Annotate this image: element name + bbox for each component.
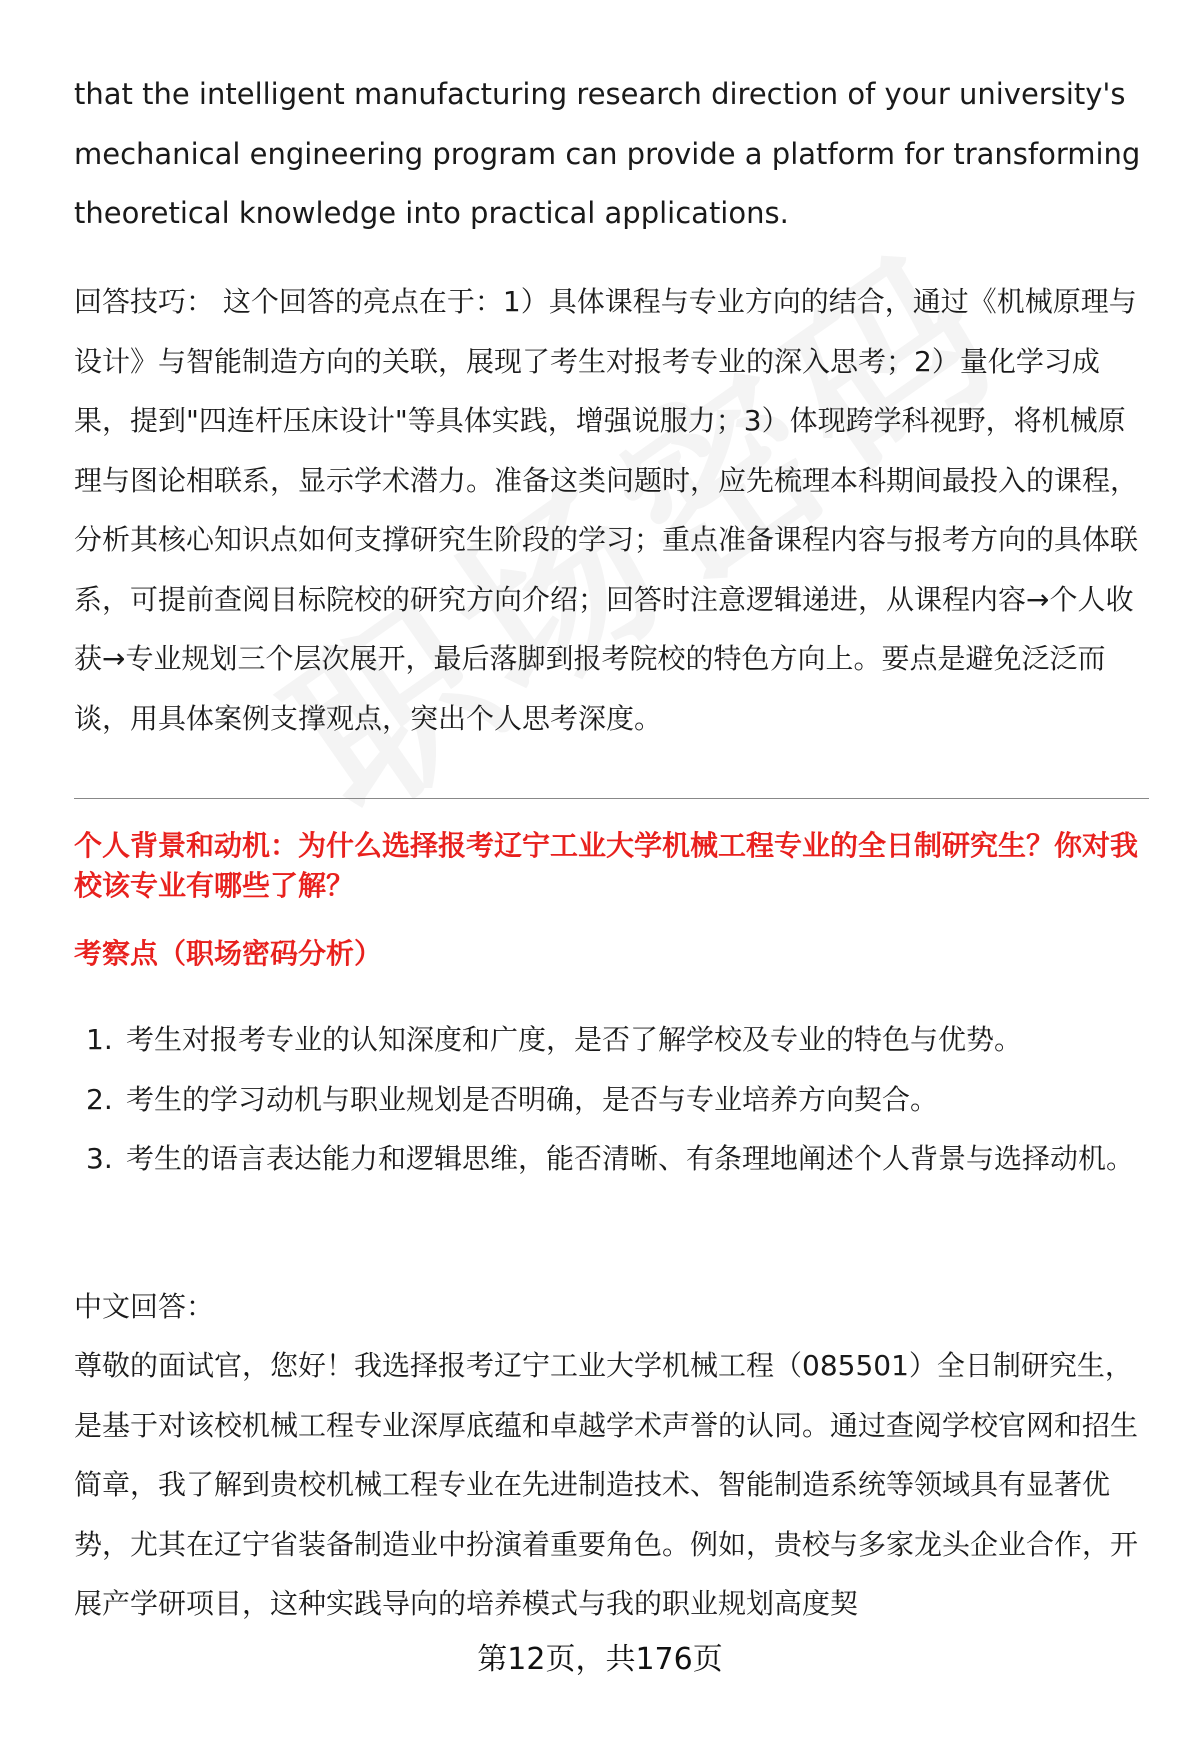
chinese-answer-text: 尊敬的面试官，您好！我选择报考辽宁工业大学机械工程（085501）全日制研究生，是基于对该校机械工程专业深厚底蕴和卓越学术声誉的认同。通过查阅学校官网和招生简章，我了解到贵校机械工程专业在先进制造技术、智能制造系统等领域具有显著优势，尤其在辽宁省装备制造业中扮演着重要角色。例如，贵校与多家龙头企业合作，开展产学研项目，这种实践导向的培养模式与我的职业规划高度契 — [74, 1349, 1139, 1620]
list-item — [74, 1010, 1149, 1070]
question-heading: 个人背景和动机：为什么选择报考辽宁工业大学机械工程专业的全日制研究生？你对我校该专业有哪些了解？ — [74, 829, 1139, 902]
section-divider — [74, 798, 1149, 799]
chinese-answer-label: 中文回答： — [74, 1290, 215, 1323]
list-item-number: 2. — [86, 1082, 113, 1116]
list-item-text: 考生对报考专业的认知深度和广度，是否了解学校及专业的特色与优势。 — [126, 1023, 1023, 1056]
focus-points-heading: 考察点（职场密码分析） — [74, 937, 383, 970]
list-item-number: 3. — [86, 1142, 113, 1175]
list-item-number: 1. — [86, 1023, 113, 1056]
focus-points-list — [74, 1010, 1149, 1189]
answer-tips: 回答技巧： 这个回答的亮点在于：1）具体课程与专业方向的结合，通过《机械原理与设计》与智能制造方向的关联，展现了考生对报考专业的深入思考；2）量化学习成果，提到"四连杆压床设计"等具体实践，增强说服力；3）体现跨学科视野，将机械原理与图论相联系，显示学术潜力。准备这类问题时，应先梳理本科期间最投入的课程，分析其核心知识点如何支撑研究生阶段的学习；重点准备课程内容与报考方向的具体联系，可提前查阅目标院校的研究方向介绍；回答时注意逻辑递进，从课程内容→个人收获→专业规划三个层次展开，最后落脚到报考院校的特色方向上。要点是避免泛泛而谈，用具体案例支撑观点，突出个人思考深度。 — [74, 285, 1139, 735]
list-item-text: 考生的学习动机与职业规划是否明确，是否与专业培养方向契合。 — [126, 1082, 939, 1116]
list-item — [74, 1129, 1149, 1189]
page-number-footer: 第12页，共176页 — [477, 1642, 723, 1677]
list-item-text: 考生的语言表达能力和逻辑思维，能否清晰、有条理地阐述个人背景与选择动机。 — [126, 1142, 1135, 1175]
list-item — [74, 1070, 1149, 1130]
english-answer-continuation: that the intelligent manufacturing research direction of your university's mechanical engineering program can provide a platform for transforming theoretical knowledge into practical applications. — [74, 77, 1141, 230]
